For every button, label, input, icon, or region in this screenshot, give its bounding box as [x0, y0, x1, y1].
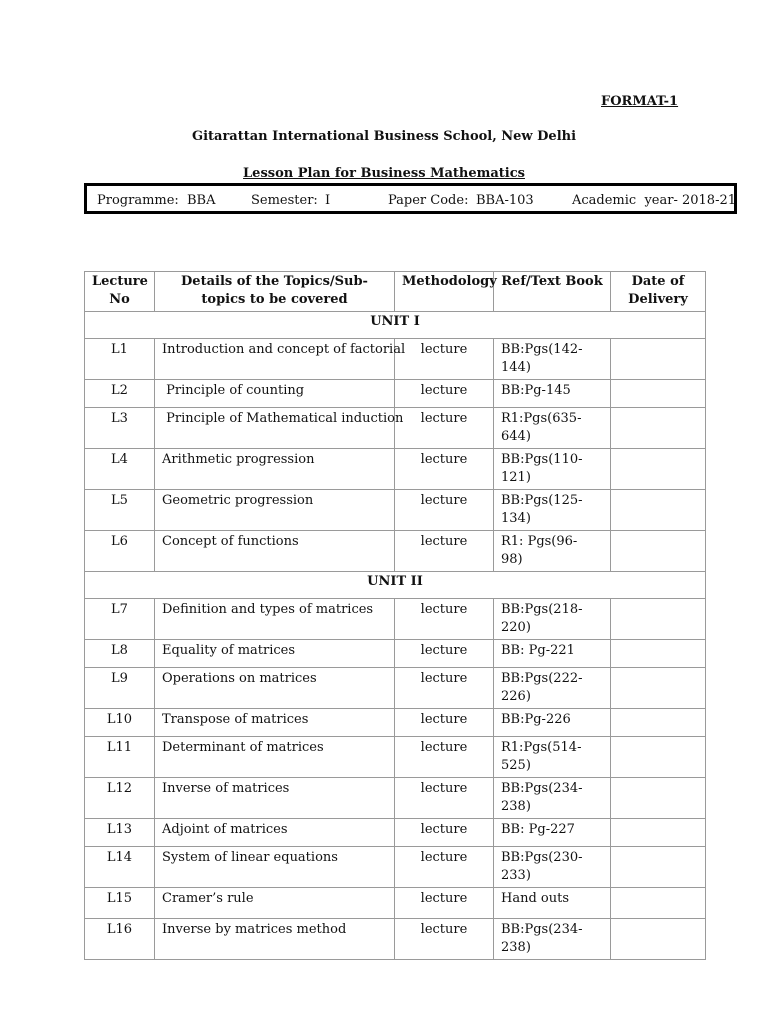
lecture-number-cell: L9 [85, 668, 155, 709]
topic-cell: Cramer’s rule [155, 888, 395, 919]
topic-cell: Concept of functions [155, 531, 395, 572]
table-row [85, 599, 706, 640]
methodology-cell: lecture [395, 408, 494, 449]
format-label: FORMAT-1 [601, 94, 679, 109]
methodology-cell: lecture [395, 380, 494, 408]
topic-cell: Principle of counting [155, 380, 395, 408]
header-ref-book: Ref/Text Book [494, 272, 611, 312]
programme-label: Programme: [97, 193, 179, 208]
methodology-cell: lecture [395, 599, 494, 640]
lecture-number-cell: L2 [85, 380, 155, 408]
date-of-delivery-cell [611, 668, 706, 709]
table-row [85, 778, 706, 819]
paper-code-value: BBA-103 [476, 193, 534, 208]
date-of-delivery-cell [611, 709, 706, 737]
topic-cell: Geometric progression [155, 490, 395, 531]
table-row [85, 737, 706, 778]
table-body [85, 312, 706, 960]
reference-cell: R1: Pgs(96-98) [494, 531, 611, 572]
table-row [85, 847, 706, 888]
lecture-number-cell: L10 [85, 709, 155, 737]
date-of-delivery-cell [611, 919, 706, 960]
reference-cell: BB: Pg-221 [494, 640, 611, 668]
methodology-cell: lecture [395, 449, 494, 490]
programme-value: BBA [187, 193, 216, 208]
paper-code-label: Paper Code: [388, 193, 469, 208]
unit-row [85, 572, 706, 599]
lecture-number-cell: L5 [85, 490, 155, 531]
topic-cell: Inverse by matrices method [155, 919, 395, 960]
unit-title: UNIT I [85, 312, 706, 339]
lecture-number-cell: L1 [85, 339, 155, 380]
methodology-cell: lecture [395, 847, 494, 888]
lecture-number-cell: L7 [85, 599, 155, 640]
table-row [85, 819, 706, 847]
date-of-delivery-cell [611, 339, 706, 380]
topic-cell: Determinant of matrices [155, 737, 395, 778]
unit-title: UNIT II [85, 572, 706, 599]
reference-cell: BB:Pgs(218-220) [494, 599, 611, 640]
methodology-cell: lecture [395, 668, 494, 709]
reference-cell: BB:Pgs(230-233) [494, 847, 611, 888]
table-row [85, 888, 706, 919]
table-row [85, 490, 706, 531]
reference-cell: Hand outs [494, 888, 611, 919]
reference-cell: BB:Pg-145 [494, 380, 611, 408]
table-row [85, 531, 706, 572]
lecture-number-cell: L8 [85, 640, 155, 668]
topic-cell: Inverse of matrices [155, 778, 395, 819]
date-of-delivery-cell [611, 408, 706, 449]
academic-year: Academic year- 2018-21 [572, 193, 737, 208]
methodology-cell: lecture [395, 888, 494, 919]
semester-label: Semester: [251, 193, 318, 208]
date-of-delivery-cell [611, 778, 706, 819]
lecture-number-cell: L13 [85, 819, 155, 847]
topic-cell: Principle of Mathematical induction [155, 408, 395, 449]
lecture-number-cell: L16 [85, 919, 155, 960]
lecture-number-cell: L6 [85, 531, 155, 572]
header-date: Date of Delivery [611, 272, 706, 312]
date-of-delivery-cell [611, 449, 706, 490]
methodology-cell: lecture [395, 490, 494, 531]
lecture-number-cell: L15 [85, 888, 155, 919]
methodology-cell: lecture [395, 531, 494, 572]
reference-cell: BB:Pgs(222-226) [494, 668, 611, 709]
date-of-delivery-cell [611, 380, 706, 408]
methodology-cell: lecture [395, 778, 494, 819]
reference-cell: BB: Pg-227 [494, 819, 611, 847]
reference-cell: BB:Pgs(234-238) [494, 919, 611, 960]
topic-cell: Definition and types of matrices [155, 599, 395, 640]
table-row [85, 408, 706, 449]
date-of-delivery-cell [611, 490, 706, 531]
header-methodology: Methodology [395, 272, 494, 312]
topic-cell: Transpose of matrices [155, 709, 395, 737]
programme-info-box [84, 183, 737, 214]
topic-cell: Arithmetic progression [155, 449, 395, 490]
methodology-cell: lecture [395, 819, 494, 847]
reference-cell: R1:Pgs(514-525) [494, 737, 611, 778]
school-name: Gitarattan International Business School, New Delhi [191, 129, 577, 144]
methodology-cell: lecture [395, 709, 494, 737]
header-lecture-no: Lecture No [85, 272, 155, 312]
reference-cell: BB:Pgs(125-134) [494, 490, 611, 531]
lesson-plan-title-text: Lesson Plan for Business Mathematics [243, 166, 525, 181]
date-of-delivery-cell [611, 531, 706, 572]
topic-cell: Introduction and concept of factorial [155, 339, 395, 380]
reference-cell: R1:Pgs(635-644) [494, 408, 611, 449]
topic-cell: Adjoint of matrices [155, 819, 395, 847]
date-of-delivery-cell [611, 640, 706, 668]
table-row [85, 380, 706, 408]
reference-cell: BB:Pgs(142-144) [494, 339, 611, 380]
header-topics: Details of the Topics/Sub-topics to be covered [155, 272, 395, 312]
table-row [85, 668, 706, 709]
date-of-delivery-cell [611, 847, 706, 888]
reference-cell: BB:Pg-226 [494, 709, 611, 737]
table-row [85, 339, 706, 380]
lesson-plan-table [84, 271, 706, 960]
date-of-delivery-cell [611, 888, 706, 919]
unit-row [85, 312, 706, 339]
lecture-number-cell: L3 [85, 408, 155, 449]
reference-cell: BB:Pgs(110-121) [494, 449, 611, 490]
topic-cell: Equality of matrices [155, 640, 395, 668]
semester-value: I [325, 193, 331, 208]
reference-cell: BB:Pgs(234-238) [494, 778, 611, 819]
table-row [85, 449, 706, 490]
date-of-delivery-cell [611, 819, 706, 847]
methodology-cell: lecture [395, 640, 494, 668]
table-row [85, 919, 706, 960]
topic-cell: Operations on matrices [155, 668, 395, 709]
lecture-number-cell: L14 [85, 847, 155, 888]
table-row [85, 640, 706, 668]
lecture-number-cell: L4 [85, 449, 155, 490]
lecture-number-cell: L12 [85, 778, 155, 819]
methodology-cell: lecture [395, 919, 494, 960]
lesson-plan-title [0, 166, 768, 181]
methodology-cell: lecture [395, 737, 494, 778]
date-of-delivery-cell [611, 737, 706, 778]
lecture-number-cell: L11 [85, 737, 155, 778]
topic-cell: System of linear equations [155, 847, 395, 888]
methodology-cell: lecture [395, 339, 494, 380]
date-of-delivery-cell [611, 599, 706, 640]
table-row [85, 709, 706, 737]
table-header-row [85, 272, 706, 312]
